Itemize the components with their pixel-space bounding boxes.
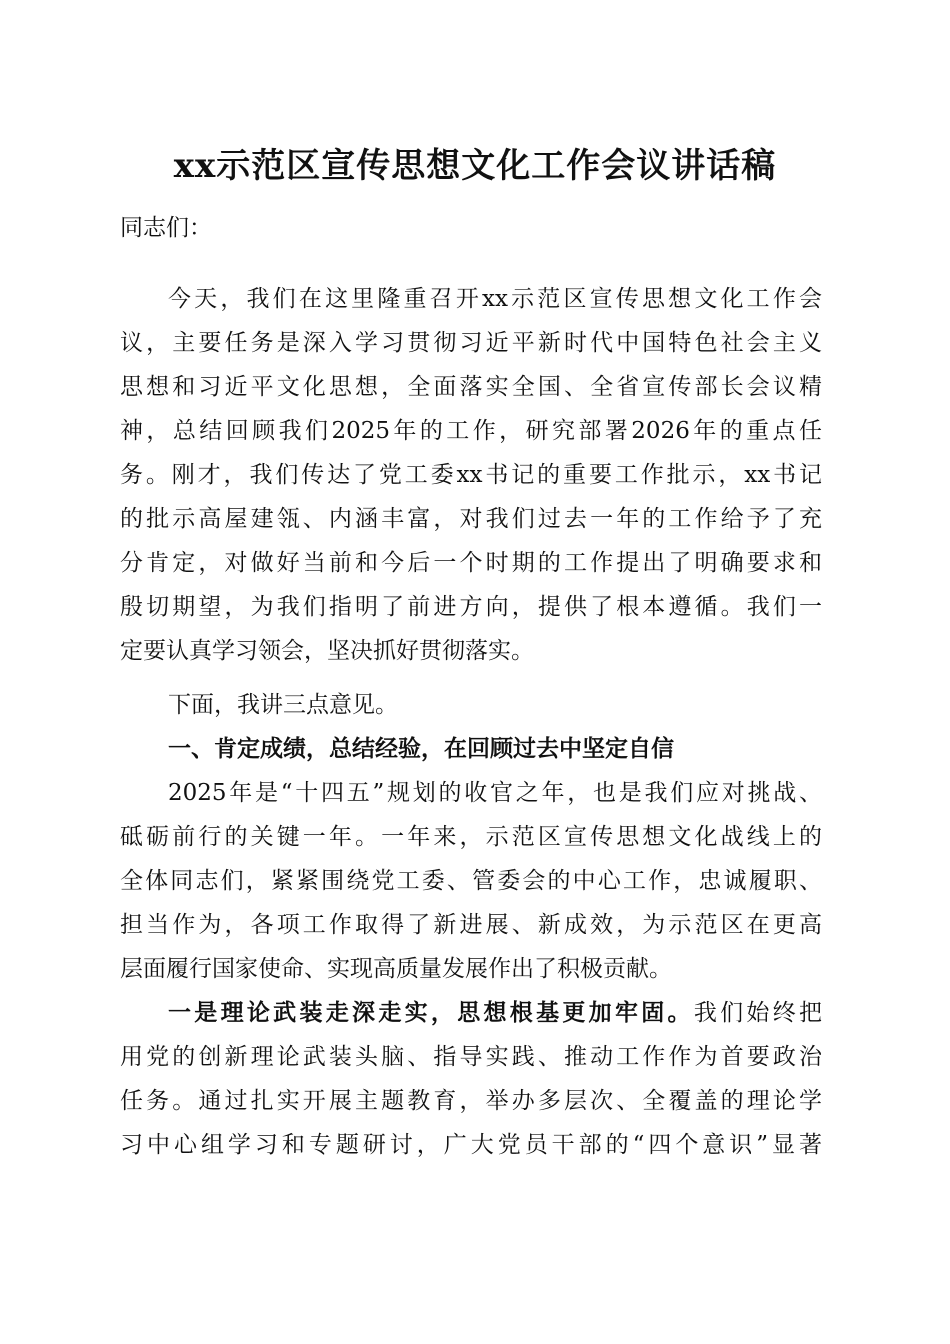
text-span: 我们始终把: [693, 1000, 823, 1026]
paragraph-theory: [120, 991, 822, 1167]
document-body: [120, 206, 822, 1167]
paragraph-transition: 下面，我讲三点意见。: [168, 692, 398, 718]
text-line: 担当作为，各项工作取得了新进展、新成效，为示范区在更高: [120, 912, 822, 938]
text-line: 务。刚才，我们传达了党工委xx书记的重要工作批示，xx书记: [120, 462, 822, 488]
text-line: 习中心组学习和专题研讨，广大党员干部的“四个意识”显著: [120, 1132, 822, 1158]
text-line: 今天，我们在这里隆重召开xx示范区宣传思想文化工作会: [168, 286, 822, 312]
text-line: 层面履行国家使命、实现高质量发展作出了积极贡献。: [120, 956, 672, 982]
document-title: xx示范区宣传思想文化工作会议讲话稿: [173, 146, 777, 186]
text-line: 全体同志们，紧紧围绕党工委、管委会的中心工作，忠诚履职、: [120, 868, 822, 894]
text-line: [120, 991, 822, 1035]
text-line: 议，主要任务是深入学习贯彻习近平新时代中国特色社会主义: [120, 330, 822, 356]
text-line: 定要认真学习领会，坚决抓好贯彻落实。: [120, 638, 534, 664]
text-line: 2025年是“十四五”规划的收官之年，也是我们应对挑战、: [168, 780, 822, 806]
text-line: 思想和习近平文化思想，全面落实全国、全省宣传部长会议精: [120, 374, 822, 400]
paragraph-overview: [120, 771, 822, 991]
text-line: 用党的创新理论武装头脑、指导实践、推动工作作为首要政治: [120, 1044, 822, 1070]
text-line: 任务。通过扎实开展主题教育，举办多层次、全覆盖的理论学: [120, 1088, 822, 1114]
text-line: 殷切期望，为我们指明了前进方向，提供了根本遵循。我们一: [120, 594, 822, 620]
text-line: 的批示高屋建瓴、内涵丰富，对我们过去一年的工作给予了充: [120, 506, 822, 532]
section-heading: 一、肯定成绩，总结经验，在回顾过去中坚定自信: [168, 735, 674, 762]
paragraph-intro: [120, 277, 822, 673]
text-line: 分肯定，对做好当前和今后一个时期的工作提出了明确要求和: [120, 550, 822, 576]
paragraph-lead: 一是理论武装走深走实，思想根基更加牢固。: [168, 999, 694, 1026]
salutation: 同志们：: [120, 215, 212, 241]
text-line: 砥砺前行的关键一年。一年来，示范区宣传思想文化战线上的: [120, 824, 822, 850]
text-line: 神，总结回顾我们2025年的工作，研究部署2026年的重点任: [120, 418, 822, 444]
